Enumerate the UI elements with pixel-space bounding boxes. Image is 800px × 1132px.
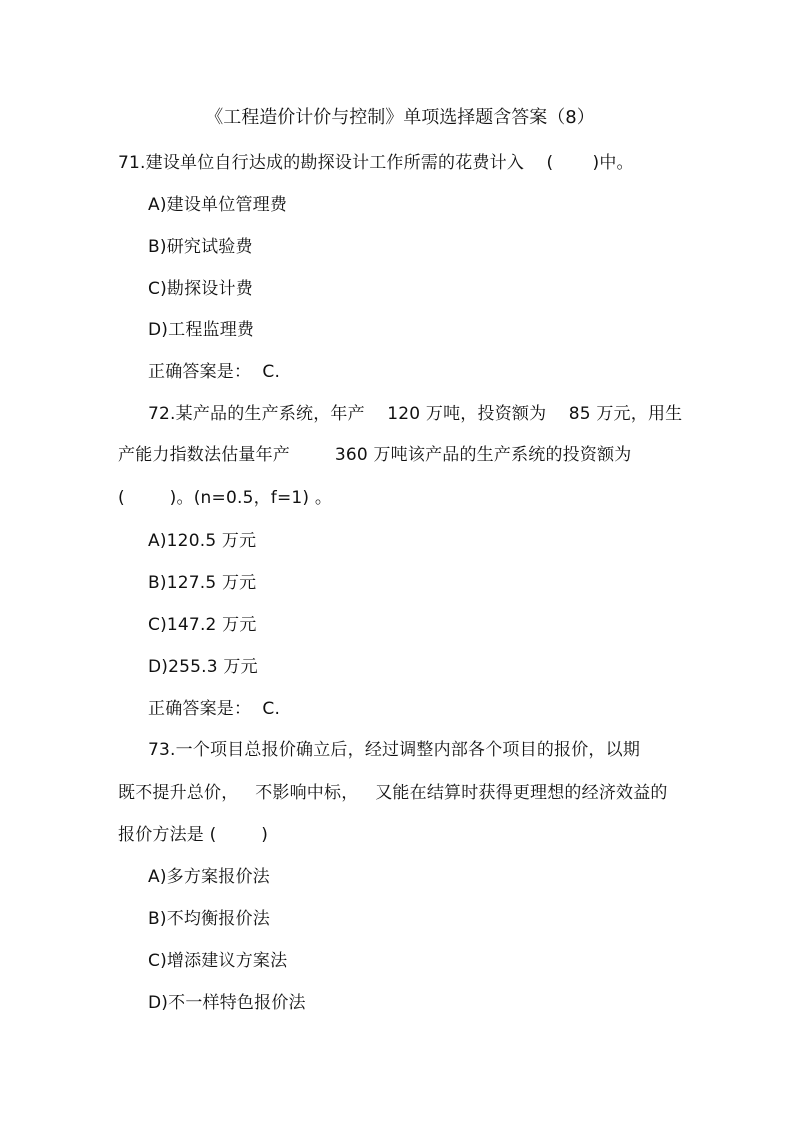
question-73-option-c: C)增添建议方案法 [148, 951, 288, 971]
question-73-stem-line-1: 73.一个项目总报价确立后，经过调整内部各个项目的报价，以期 [148, 740, 641, 760]
question-72-stem-line-1: 72.某产品的生产系统，年产 120 万吨，投资额为 85 万元，用生 [148, 404, 683, 424]
document-title: 《工程造价计价与控制》单项选择题含答案（8） [205, 107, 595, 128]
question-72-stem-line-2: 产能力指数法估量年产 360 万吨该产品的生产系统的投资额为 [118, 445, 632, 465]
question-72-answer: 正确答案是： C. [148, 699, 281, 719]
question-71-option-b: B)研究试验费 [148, 237, 253, 257]
question-72-option-d: D)255.3 万元 [148, 657, 258, 677]
question-71-stem-line-1: 71.建设单位自行达成的勘探设计工作所需的花费计入 ( )中。 [118, 153, 634, 173]
question-73-option-a: A)多方案报价法 [148, 867, 270, 887]
question-71-answer: 正确答案是： C. [148, 362, 281, 382]
question-72-option-a: A)120.5 万元 [148, 531, 257, 551]
question-73-option-d: D)不一样特色报价法 [148, 993, 306, 1013]
question-73-stem-line-2: 既不提升总价， 不影响中标， 又能在结算时获得更理想的经济效益的 [118, 783, 668, 803]
question-73-stem-line-3: 报价方法是 ( ) [118, 825, 269, 845]
question-73-option-b: B)不均衡报价法 [148, 909, 270, 929]
question-72-option-c: C)147.2 万元 [148, 615, 257, 635]
question-72-option-b: B)127.5 万元 [148, 573, 257, 593]
question-71-option-c: C)勘探设计费 [148, 279, 253, 299]
question-71-option-a: A)建设单位管理费 [148, 195, 288, 215]
question-71-option-d: D)工程监理费 [148, 320, 255, 340]
question-72-stem-line-3: ( )。(n=0.5，f=1) 。 [118, 488, 333, 508]
